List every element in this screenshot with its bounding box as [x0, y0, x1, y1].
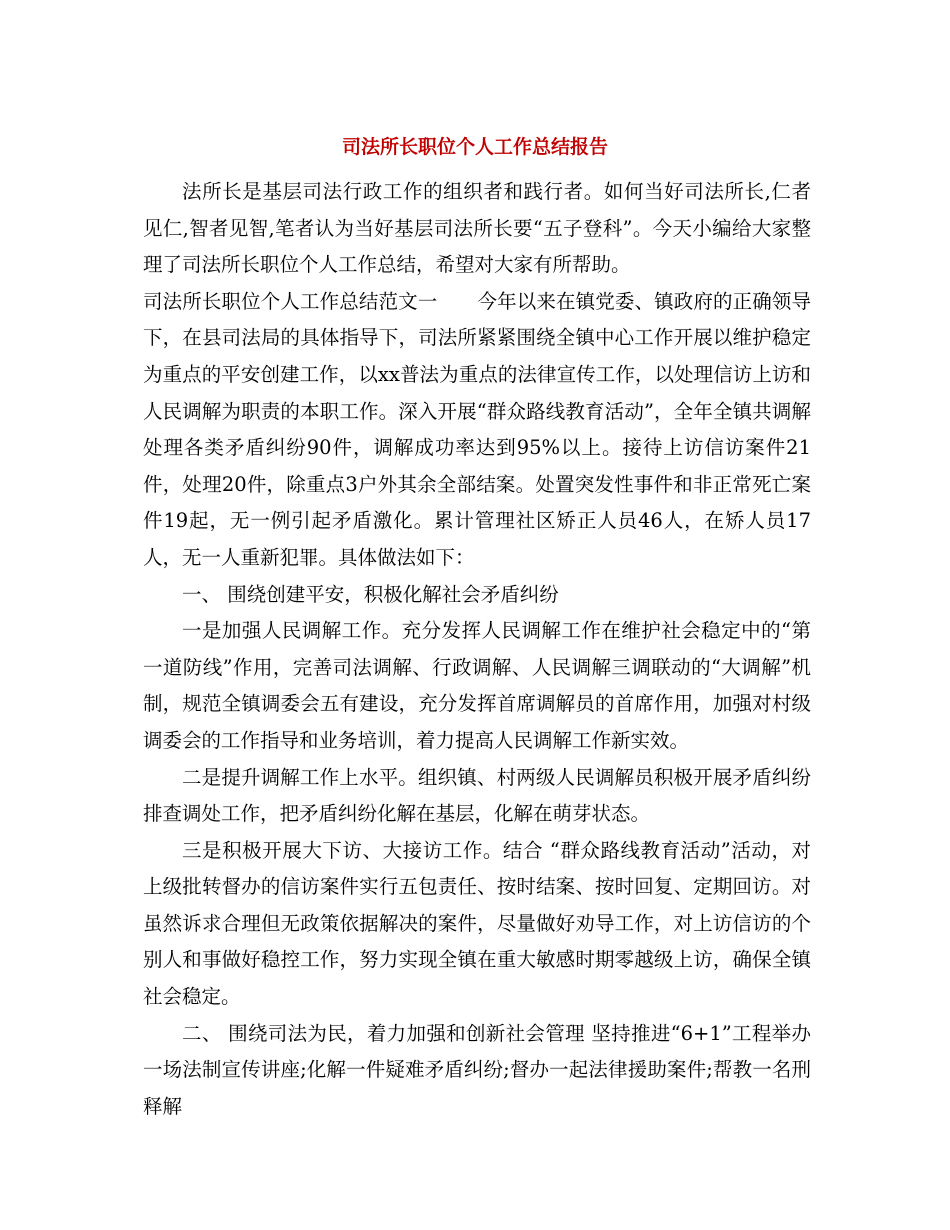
mediation-paragraph: 一是加强人民调解工作。充分发挥人民调解工作在维护社会稳定中的“第一道防线”作用，完善司法调解、行政调解、人民调解三调联动的“大调解”机制，规范全镇调委会五有建设，充分发挥首席调解员的首席作用，加强对村级调委会的工作指导和业务培训，着力提高人民调解工作新实效。 — [143, 619, 811, 752]
document-title: 司法所长职位个人工作总结报告 — [341, 136, 608, 158]
petition-paragraph: 三是积极开展大下访、大接访工作。结合 “群众路线教育活动”活动，对上级批转督办的信访案件实行五包责任、按时结案、按时回复、定期回访。对虽然诉求合理但无政策依据解决的案件，尽量做好劝导工作，对上访信访的个别人和事做好稳控工作，努力实现全镇在重大敏感时期零越级上访，确保全镇社会稳定。 — [143, 838, 811, 1009]
heading-one: 一、 围绕创建平安，积极化解社会矛盾纠纷 — [182, 582, 559, 606]
section-heading: 司法所长职位个人工作总结范文一 — [143, 289, 438, 313]
summary-paragraph: 今年以来在镇党委、镇政府的正确领导下，在县司法局的具体指导下，司法所紧紧围绕全镇中心工作开展以维护稳定为重点的平安创建工作，以xx普法为重点的法律宣传工作，以处理信访上访和人民调解为职责的本职工作。深入开展“群众路线教育活动”，全年全镇共调解处理各类矛盾纠纷90件，调解成功率达到95%以上。接待上访信访案件21件，处理20件，除重点3户外其余全部结案。处置突发性事件和非正常死亡案件19起，无一例引起矛盾激化。累计管理社区矫正人员46人，在矫人员17人，无一人重新犯罪。具体做法如下： — [143, 289, 811, 569]
improvement-paragraph: 二是提升调解工作上水平。组织镇、村两级人民调解员积极开展矛盾纠纷排查调处工作，把矛盾纠纷化解在基层，化解在萌芽状态。 — [143, 765, 811, 826]
section-paragraph — [143, 284, 811, 577]
heading-two-paragraph: 二、 围绕司法为民，着力加强和创新社会管理 坚持推进“6+1”工程举办一场法制宣传讲座;化解一件疑难矛盾纠纷;督办一起法律援助案件;帮教一名刑释解 — [143, 1021, 811, 1118]
intro-paragraph: 法所长是基层司法行政工作的组织者和践行者。如何当好司法所长,仁者见仁,智者见智,笔者认为当好基层司法所长要“五子登科”。今天小编给大家整理了司法所长职位个人工作总结，希望对大家有所帮助。 — [143, 180, 811, 277]
document-body — [143, 174, 811, 1125]
